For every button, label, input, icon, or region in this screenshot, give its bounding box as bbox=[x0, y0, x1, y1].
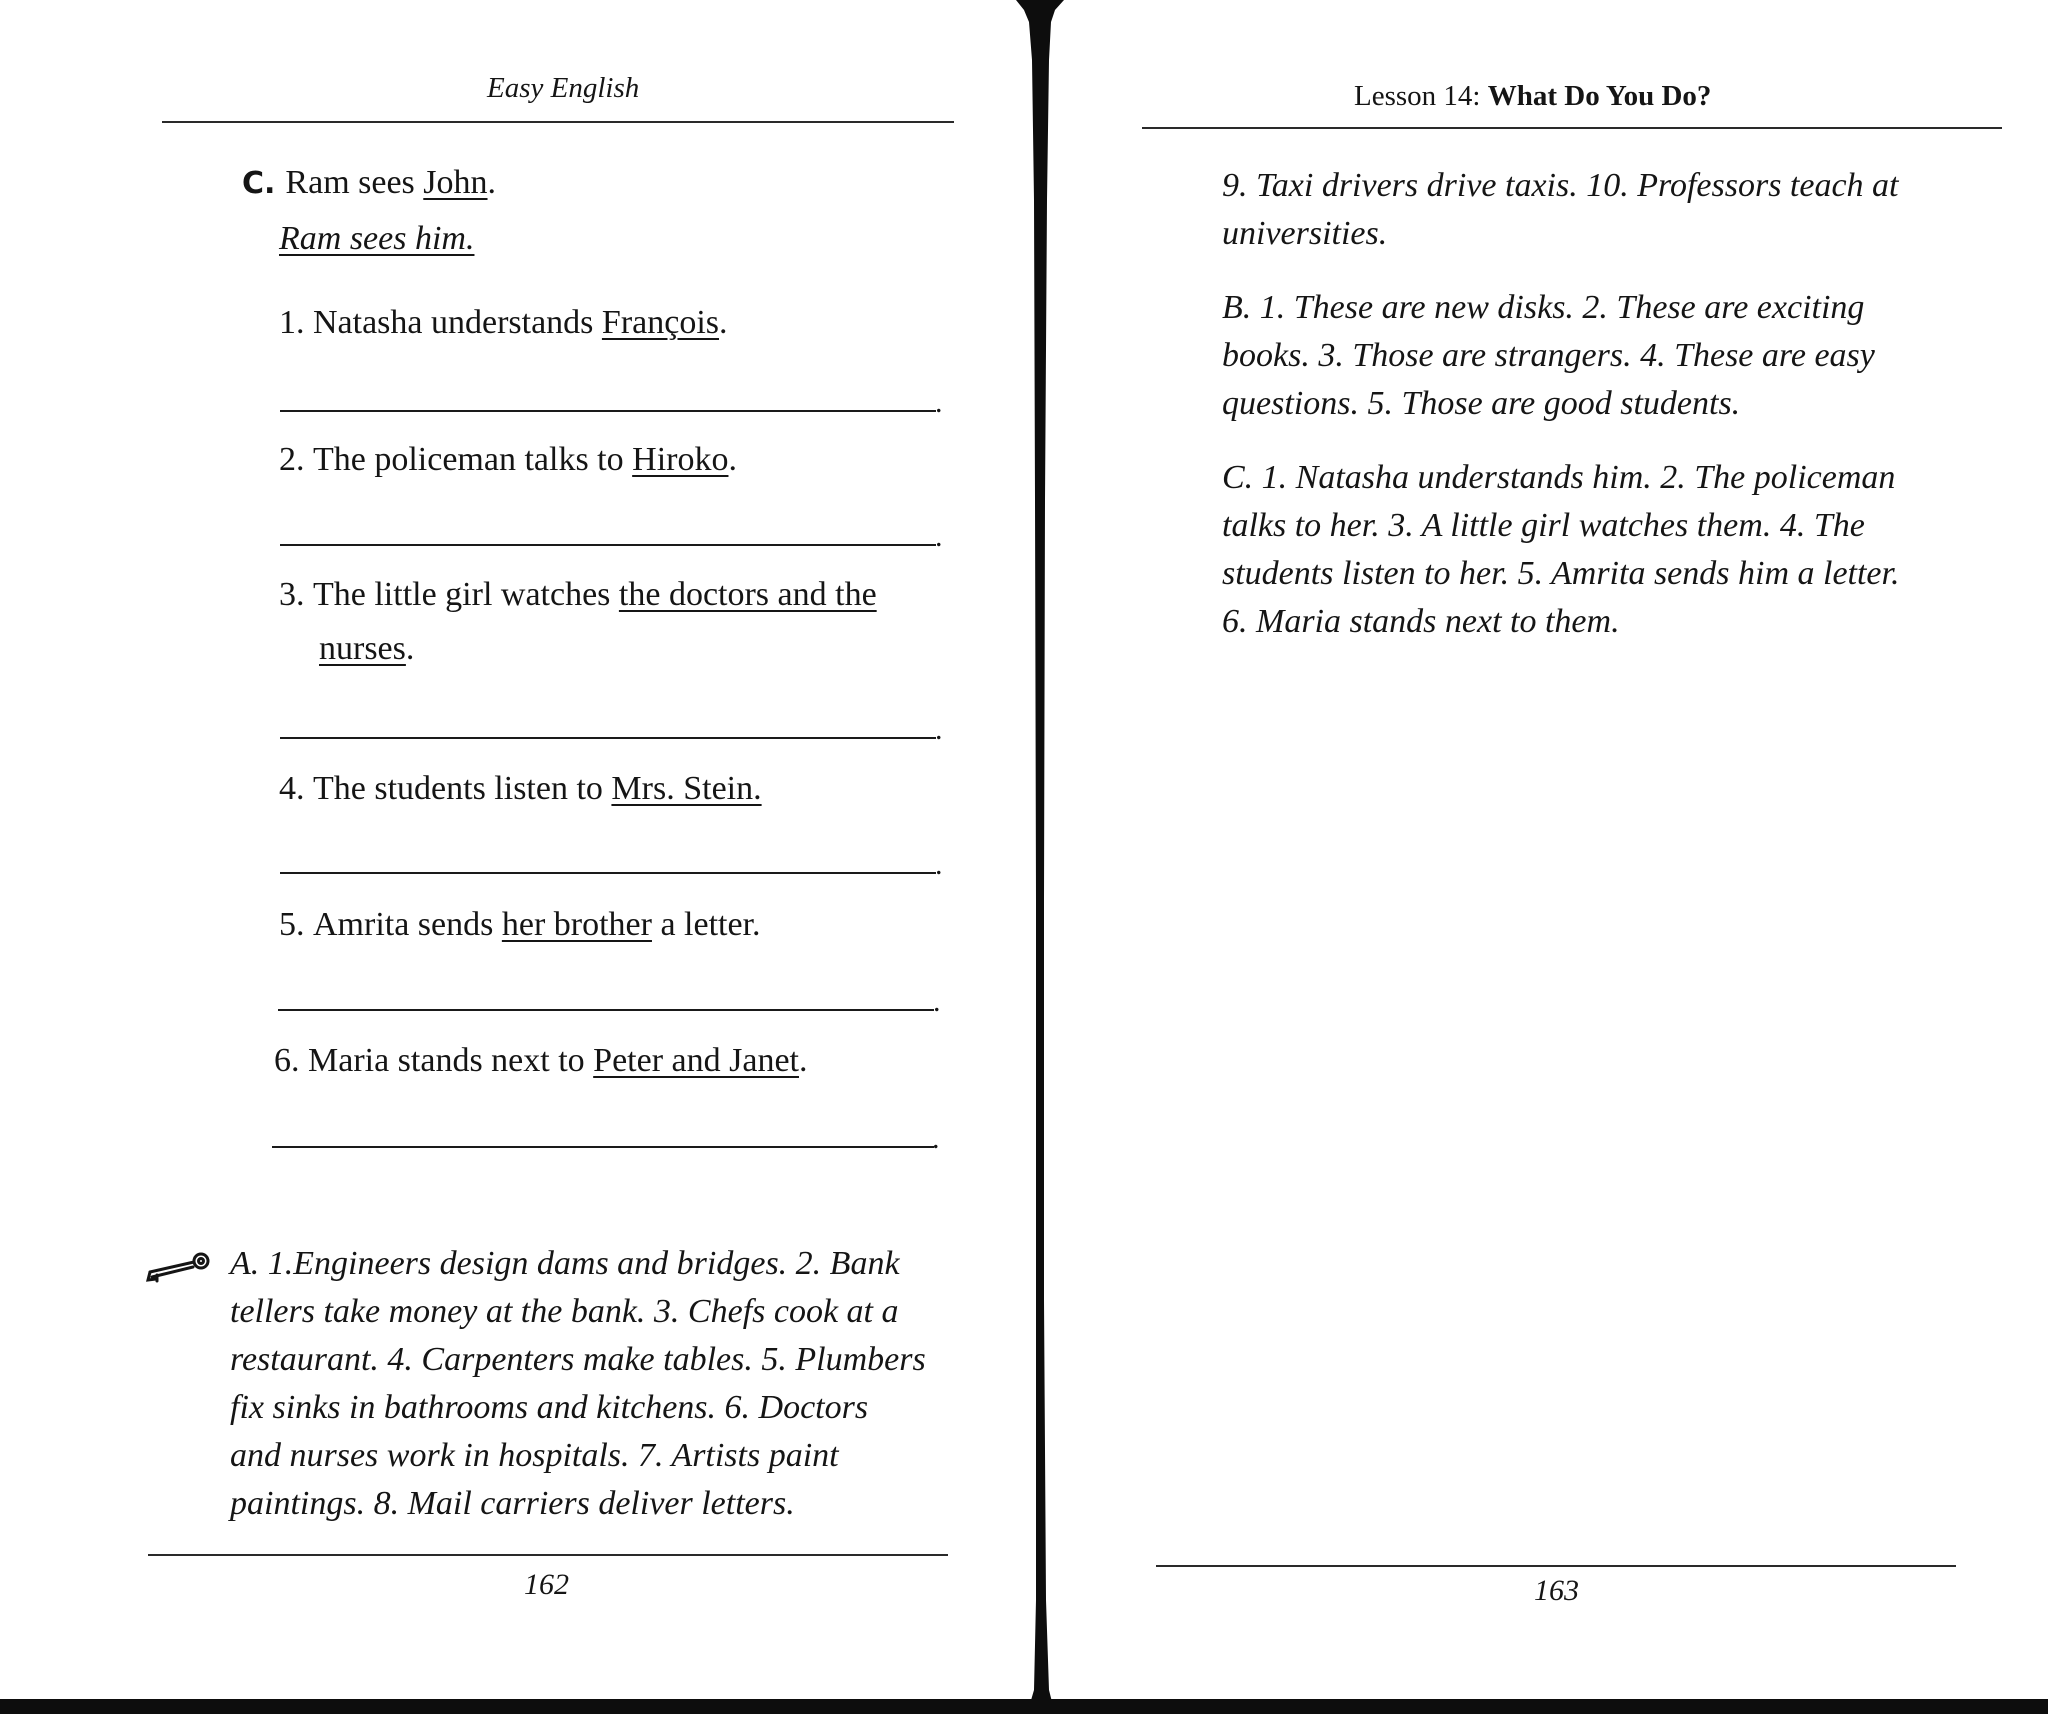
answer-blank[interactable] bbox=[272, 1146, 934, 1148]
blank-period: . bbox=[935, 386, 943, 419]
blank-period: . bbox=[935, 520, 943, 553]
answer-key-line: questions. 5. Those are good students. bbox=[1222, 385, 1741, 422]
footer-rule bbox=[1156, 1565, 1956, 1567]
answer-key-line: restaurant. 4. Carpenters make tables. 5. Plumbers bbox=[230, 1341, 926, 1378]
scan-edge bbox=[0, 1699, 2048, 1714]
answer-key-line: A. 1.Engineers design dams and bridges. 2. Bank bbox=[230, 1245, 900, 1282]
key-icon bbox=[140, 1248, 214, 1284]
answer-key-line: C. 1. Natasha understands him. 2. The policeman bbox=[1222, 459, 1896, 496]
answer-blank[interactable] bbox=[278, 1009, 934, 1011]
right-running-head: Lesson 14: What Do You Do? bbox=[1354, 80, 1712, 112]
answer-key-line: and nurses work in hospitals. 7. Artists paint bbox=[230, 1437, 839, 1474]
answer-key-line: paintings. 8. Mail carriers deliver letters. bbox=[230, 1485, 795, 1522]
example-prompt: C. Ram sees John. bbox=[242, 164, 497, 201]
answer-key-line: fix sinks in bathrooms and kitchens. 6. Doctors bbox=[230, 1389, 869, 1426]
blank-period: . bbox=[935, 848, 943, 881]
page-number: 163 bbox=[1534, 1574, 1579, 1607]
blank-period: . bbox=[932, 1122, 940, 1155]
section-letter: C. bbox=[242, 166, 276, 201]
answer-key-paragraph bbox=[230, 1240, 926, 1528]
answer-key-line: 9. Taxi drivers drive taxis. 10. Professors teach at bbox=[1222, 167, 1899, 204]
header-rule bbox=[1142, 127, 2002, 129]
left-running-head: Easy English bbox=[487, 72, 640, 104]
blank-period: . bbox=[935, 713, 943, 746]
exercise-item: 4. The students listen to Mrs. Stein. bbox=[279, 770, 762, 807]
left-page bbox=[0, 0, 1030, 1700]
answer-blank[interactable] bbox=[280, 737, 936, 739]
right-page bbox=[1060, 0, 2048, 1700]
answer-block bbox=[1222, 284, 1875, 428]
header-rule bbox=[162, 121, 954, 123]
footer-rule bbox=[148, 1554, 948, 1556]
answer-key-line: tellers take money at the bank. 3. Chefs cook at a bbox=[230, 1293, 899, 1330]
exercise-item: 6. Maria stands next to Peter and Janet. bbox=[274, 1042, 808, 1079]
example-answer: Ram sees him. bbox=[279, 220, 475, 257]
answer-blank[interactable] bbox=[280, 872, 936, 874]
answer-block bbox=[1222, 454, 1899, 646]
exercise-item: 3. The little girl watches the doctors and the bbox=[279, 576, 877, 613]
exercise-item: 2. The policeman talks to Hiroko. bbox=[279, 441, 737, 478]
answer-key-line: universities. bbox=[1222, 215, 1388, 252]
exercise-item-continuation: nurses. bbox=[319, 630, 415, 667]
exercise-item: 1. Natasha understands François. bbox=[279, 304, 728, 341]
answer-key-line: books. 3. Those are strangers. 4. These are easy bbox=[1222, 337, 1875, 374]
answer-blank[interactable] bbox=[280, 410, 936, 412]
answer-key-line: students listen to her. 5. Amrita sends him a letter. bbox=[1222, 555, 1900, 592]
exercise-item: 5. Amrita sends her brother a letter. bbox=[279, 906, 761, 943]
blank-period: . bbox=[933, 985, 941, 1018]
page-number: 162 bbox=[524, 1568, 569, 1601]
answer-key-line: talks to her. 3. A little girl watches them. 4. The bbox=[1222, 507, 1865, 544]
answer-block bbox=[1222, 162, 1899, 258]
answer-key-line: 6. Maria stands next to them. bbox=[1222, 603, 1620, 640]
answer-key-line: B. 1. These are new disks. 2. These are exciting bbox=[1222, 289, 1865, 326]
answer-blank[interactable] bbox=[280, 544, 936, 546]
